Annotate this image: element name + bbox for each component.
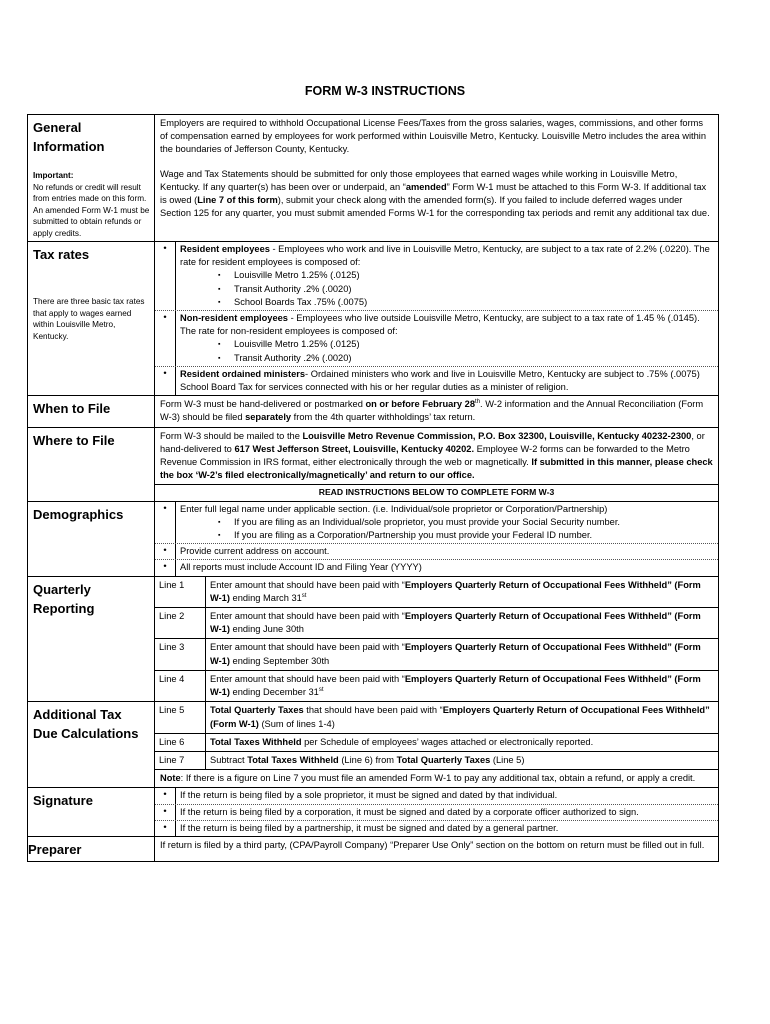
demographics-bullet: • Provide current address on account. [155, 543, 718, 559]
square-bullet-icon: ▪ [218, 341, 221, 349]
sub-item: ▪ Transit Authority .2% (.0020) [180, 352, 714, 365]
square-bullet-icon: ▪ [218, 285, 221, 293]
line-2: Line 2 Enter amount that should have been paid with “Employers Quarterly Return of Occupational Fees Withheld” (Form W-1) ending June 30th [155, 607, 718, 638]
line-6: Line 6 Total Taxes Withheld per Schedule of employees’ wages attached or electronically reported. [155, 733, 718, 751]
when-to-file-row [28, 395, 718, 426]
quarterly-reporting-row [28, 576, 718, 702]
bullet-ministers: • Resident ordained ministers- Ordained ministers who work and live in Louisville Metro, Kentucky are subject to .75% (.0075) School Board Tax for services connected with his or her regular duties as a minister of religion. [155, 366, 718, 395]
instructions-table [27, 114, 719, 862]
line-7: Line 7 Subtract Total Taxes Withheld (Line 6) from Total Quarterly Taxes (Line 5) [155, 751, 718, 769]
square-bullet-icon: ▪ [218, 298, 221, 306]
demographics-bullet: • All reports must include Account ID and Filing Year (YYYY) [155, 559, 718, 575]
general-paragraph-2: Wage and Tax Statements should be submitted for only those employees that earned wages while working in Louisville Metro, Kentucky. If any quarter(s) has been over or underpaid, an “amended” Form W-1 must be attached to this Form W-3. If additional tax is owed (Line 7 of this form), submit your check along with the amended form(s). If you failed to include deferred wages under Section 125 for any quarter, you must submit amended Forms W-1 for the corresponding tax periods and remit any additional tax due. [160, 168, 710, 219]
when-to-file-text: Form W-3 must be hand-delivered or postmarked on or before February 28th. W-2 information and the Annual Reconciliation (Form W-3) should be filed separately from the 4th quarter withholdings’ tax return. [160, 399, 704, 423]
signature-bullet: • If the return is being filed by a sole proprietor, it must be signed and dated by that individual. [155, 788, 718, 803]
important-label: Important: [33, 171, 74, 180]
bullet-icon: • [163, 821, 167, 832]
bullet-icon: • [163, 561, 167, 572]
line-5: Line 5 Total Quarterly Taxes that should have been paid with “Employers Quarterly Return of Occupational Fees Withheld” (Form W-1) (Sum of lines 1-4) [155, 702, 718, 732]
bullet-resident: • Resident employees - Employees who work and live in Louisville Metro, Kentucky, are subject to a tax rate of 2.2% (.0220). The rate for resident employees is composed of: ▪ Louisville Metro 1.25% (.0125) ▪ Transit Authority .2% (.0020) ▪ School Boards Tax .75% (.0075) [155, 242, 718, 310]
bullet-icon: • [163, 367, 167, 378]
general-information-row [28, 115, 718, 241]
read-instructions-banner: READ INSTRUCTIONS BELOW TO COMPLETE FORM W-3 [155, 484, 718, 500]
general-information-heading: General Information [33, 120, 105, 154]
bullet-non-resident: • Non-resident employees - Employees who live outside Louisville Metro, Kentucky, are subject to a tax rate of 1.45 % (.0145). The rate for non-resident employees is composed of: ▪ Louisville Metro 1.25% (.0125) ▪ Transit Authority .2% (.0020) [155, 310, 718, 366]
square-bullet-icon: ▪ [218, 272, 221, 280]
bullet-icon: • [163, 312, 167, 323]
tax-rates-row [28, 241, 718, 395]
preparer-heading: Preparer [28, 841, 82, 857]
demographics-heading: Demographics [33, 506, 124, 522]
additional-tax-heading: Additional Tax Due Calculations [33, 707, 139, 742]
important-note: No refunds or credit will result from entries made on this form. An amended Form W-1 must be submitted to obtain refunds or apply credits. [33, 182, 150, 238]
general-paragraph-1: Employers are required to withhold Occupational License Fees/Taxes from the gross salaries, wages, commissions, and other forms of compensation earned by employees for work performed within Louisville Metro, Kentucky. Louisville Metro includes the area within the boundaries of Jefferson County, Kentucky. [160, 118, 707, 155]
sub-item: ▪ School Boards Tax .75% (.0075) [180, 296, 714, 309]
preparer-text: If return is filed by a third party, (CPA/Payroll Company) “Preparer Use Only” section on the bottom on return must be filled out in full. [160, 839, 705, 850]
square-bullet-icon: ▪ [218, 354, 221, 362]
demographics-bullet: • Enter full legal name under applicable section. (i.e. Individual/sole proprietor or Corporation/Partnership) ▪ If you are filing as an Individual/sole proprietor, you must provide your Social Security number. ▪ If you are filing as a Corporation/Partnership you must provide your Federal ID number. [155, 502, 718, 544]
signature-heading: Signature [33, 793, 93, 809]
sub-item: ▪ Louisville Metro 1.25% (.0125) [180, 269, 714, 282]
when-to-file-heading: When to File [33, 401, 111, 417]
line-4: Line 4 Enter amount that should have been paid with “Employers Quarterly Return of Occupational Fees Withheld” (Form W-1) ending December 31st [155, 670, 718, 701]
tax-rates-note: There are three basic tax rates that apply to wages earned within Louisville Metro, Kentucky. [33, 297, 145, 341]
quarterly-reporting-heading: Quarterly Reporting [33, 581, 95, 616]
bullet-icon: • [163, 243, 167, 253]
where-to-file-text: Form W-3 should be mailed to the Louisville Metro Revenue Commission, P.O. Box 32300, Louisville, Kentucky 40232-2300, or hand-delivered to 617 West Jefferson Street, Louisville, Kentucky 40202. Employee W-2 forms can be forwarded to the Metro Revenue Commission in IRS format, either electronically through the web or magnetically. If submitted in this manner, please check the box ‘W-2’s filed electronically/magnetically’ and return to our office. [160, 430, 713, 481]
additional-tax-row [28, 701, 718, 787]
line-3: Line 3 Enter amount that should have been paid with “Employers Quarterly Return of Occupational Fees Withheld” (Form W-1) ending September 30th [155, 638, 718, 669]
tax-rates-heading: Tax rates [33, 247, 90, 262]
signature-bullet: • If the return is being filed by a corporation, it must be signed and dated by a corporate officer authorized to sign. [155, 804, 718, 820]
bullet-icon: • [163, 545, 167, 556]
sub-item: ▪ If you are filing as an Individual/sole proprietor, you must provide your Social Security number. [180, 516, 714, 529]
where-to-file-row [28, 427, 718, 501]
where-to-file-heading: Where to File [33, 432, 115, 448]
sub-item: ▪ Transit Authority .2% (.0020) [180, 283, 714, 296]
signature-bullet: • If the return is being filed by a partnership, it must be signed and dated by a general partner. [155, 820, 718, 836]
sub-item: ▪ Louisville Metro 1.25% (.0125) [180, 338, 714, 351]
page-title: FORM W-3 INSTRUCTIONS [304, 84, 466, 98]
square-bullet-icon: ▪ [218, 532, 221, 540]
bullet-icon: • [163, 502, 167, 513]
line-1: Line 1 Enter amount that should have been paid with “Employers Quarterly Return of Occupational Fees Withheld” (Form W-1) ending March 31st [155, 577, 718, 607]
additional-note: Note: If there is a figure on Line 7 you must file an amended Form W-1 to pay any additional tax, obtain a refund, or apply a credit. [155, 769, 718, 787]
bullet-icon: • [163, 789, 167, 800]
bullet-icon: • [163, 805, 167, 816]
square-bullet-icon: ▪ [218, 518, 221, 526]
sub-item: ▪ If you are filing as a Corporation/Partnership you must provide your Federal ID number. [180, 529, 714, 542]
signature-row [28, 787, 718, 836]
demographics-row [28, 501, 718, 576]
preparer-row [28, 836, 718, 861]
